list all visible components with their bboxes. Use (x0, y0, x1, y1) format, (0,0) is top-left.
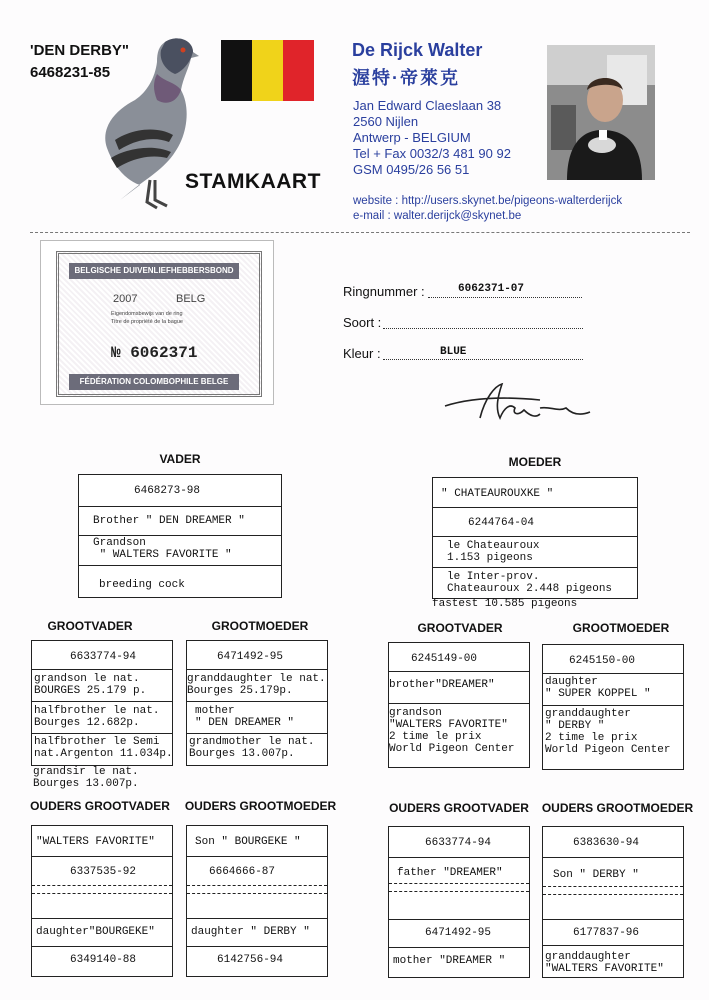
moeder-name: " CHATEAUROUXKE " (441, 488, 554, 500)
vader-grandson: Grandson " WALTERS FAVORITE " (93, 537, 232, 561)
ogv-left-title: OUDERS GROOTVADER (30, 799, 170, 813)
ogm-right-name2: granddaughter "WALTERS FAVORITE" (545, 951, 664, 975)
gm-left-note2: mother " DEN DREAMER " (195, 705, 295, 729)
moeder-table (432, 477, 638, 599)
ring-value: 6062371-07 (458, 283, 525, 295)
gv-right-note2: grandson "WALTERS FAVORITE" 2 time le prix World Pigeon Center (389, 707, 515, 755)
gv-left-table (31, 640, 173, 766)
card-title: STAMKAART (185, 170, 321, 193)
gv-left-note3: halfbrother le Semi nat.Argenton 11.034p. (34, 736, 173, 760)
certificate-number: № 6062371 (111, 344, 198, 362)
gv-left-note2: halfbrother le nat. Bourges 12.682p. (34, 705, 160, 729)
ring-label: Ringnummer : (343, 284, 425, 299)
ogm-right-ring1: 6383630-94 (573, 837, 640, 849)
gv-left-ring: 6633774-94 (70, 651, 137, 663)
ogv-left-ring1: 6337535-92 (70, 866, 137, 878)
gv-left-note1: grandson le nat. BOURGES 25.179 p. (34, 673, 147, 697)
kleur-line (383, 345, 583, 360)
address-street: Jan Edward Claeslaan 38 (353, 98, 502, 113)
gm-left-note1: granddaughter le nat. Bourges 25.179p. (187, 673, 326, 697)
ogv-left-table (31, 825, 173, 977)
gv-right-note1: brother"DREAMER" (389, 679, 495, 691)
gv-right-table (388, 642, 530, 768)
gm-left-table (186, 640, 328, 766)
pigeon-name: 'DEN DERBY" (30, 42, 130, 59)
moeder-title: MOEDER (508, 455, 562, 469)
gv-left-title: GROOTVADER (47, 619, 133, 633)
soort-line (383, 314, 583, 329)
ogm-left-name2: daughter " DERBY " (191, 926, 310, 938)
gm-right-title: GROOTMOEDER (572, 621, 670, 635)
gm-right-note2: granddaughter " DERBY " 2 time le prix World Pigeon Center (545, 708, 671, 756)
gsm: GSM 0495/26 56 51 (353, 162, 470, 177)
ogm-right-table (542, 826, 684, 978)
ogv-right-ring1: 6633774-94 (425, 837, 492, 849)
kleur-value: BLUE (440, 346, 467, 358)
moeder-result2: le Inter-prov. Chateauroux 2.448 pigeons (447, 571, 613, 595)
owner-name: De Rijck Walter (352, 40, 483, 60)
certificate-line2: Titre de propriété de la bague (111, 319, 183, 325)
header-divider (30, 232, 690, 233)
ogv-left-name2: daughter"BOURGEKE" (36, 926, 155, 938)
certificate-top-band: BELGISCHE DUIVENLIEFHEBBERSBOND (69, 263, 239, 279)
certificate-line1: Eigendomsbewijs van de ring (111, 311, 183, 317)
website-link[interactable]: website : http://users.skynet.be/pigeons-walterderijck (353, 195, 623, 207)
ogv-right-name2: mother "DREAMER " (393, 955, 506, 967)
ogv-right-table (388, 826, 530, 978)
gm-right-table (542, 644, 684, 770)
gm-left-note3: grandmother le nat. Bourges 13.007p. (189, 736, 315, 760)
gv-left-overflow: grandsir le nat. Bourges 13.007p. (33, 766, 139, 790)
flag-stripe-black (221, 40, 252, 101)
certificate-bottom-band: FÉDÉRATION COLOMBOPHILE BELGE (69, 374, 239, 390)
moeder-result1: le Chateauroux 1.153 pigeons (447, 540, 540, 564)
gv-right-title: GROOTVADER (417, 621, 503, 635)
ring-certificate (40, 240, 274, 405)
owner-photo (547, 45, 655, 180)
ogm-left-ring1: 6664666-87 (209, 866, 276, 878)
gm-left-title: GROOTMOEDER (211, 619, 309, 633)
pigeon-ring-number: 6468231-85 (30, 64, 111, 81)
vader-ring: 6468273-98 (134, 485, 201, 497)
gv-right-ring: 6245149-00 (411, 653, 478, 665)
vader-note: breeding cock (99, 579, 185, 591)
ogv-right-ring2: 6471492-95 (425, 927, 492, 939)
ogm-right-ring2: 6177837-96 (573, 927, 640, 939)
moeder-overflow: fastest 10.585 pigeons (432, 598, 578, 610)
signature (440, 378, 600, 438)
flag-stripe-red (283, 40, 314, 101)
ogv-right-name1: father "DREAMER" (397, 867, 503, 879)
address-city: 2560 Nijlen (353, 114, 419, 129)
gm-left-ring: 6471492-95 (217, 651, 284, 663)
ogm-left-table (186, 825, 328, 977)
vader-title: VADER (159, 452, 201, 466)
gm-right-ring: 6245150-00 (569, 655, 636, 667)
vader-relation: Brother " DEN DREAMER " (93, 515, 245, 527)
address-country: Antwerp - BELGIUM (353, 130, 471, 145)
ogv-right-title: OUDERS GROOTVADER (389, 801, 529, 815)
ogv-left-name1: "WALTERS FAVORITE" (36, 836, 155, 848)
vader-table (78, 474, 282, 598)
moeder-ring: 6244764-04 (468, 517, 535, 529)
email-link[interactable]: e-mail : walter.derijck@skynet.be (353, 210, 522, 222)
ogm-left-name1: Son " BOURGEKE " (195, 836, 301, 848)
certificate-year: 2007 (113, 293, 138, 305)
ogm-left-title: OUDERS GROOTMOEDER (184, 799, 337, 813)
ogm-left-ring2: 6142756-94 (217, 954, 284, 966)
owner-chinese-name: 渥特·帝萊克 (352, 68, 460, 88)
gm-right-note1: daughter " SUPER KOPPEL " (545, 676, 651, 700)
kleur-label: Kleur : (343, 346, 381, 361)
ogm-right-title: OUDERS GROOTMOEDER (541, 801, 694, 815)
certificate-country: BELG (176, 293, 206, 305)
phone: Tel + Fax 0032/3 481 90 92 (353, 146, 511, 161)
ogm-right-name1: Son " DERBY " (553, 869, 639, 881)
soort-label: Soort : (343, 315, 382, 330)
flag-stripe-yellow (252, 40, 283, 101)
ogv-left-ring2: 6349140-88 (70, 954, 137, 966)
